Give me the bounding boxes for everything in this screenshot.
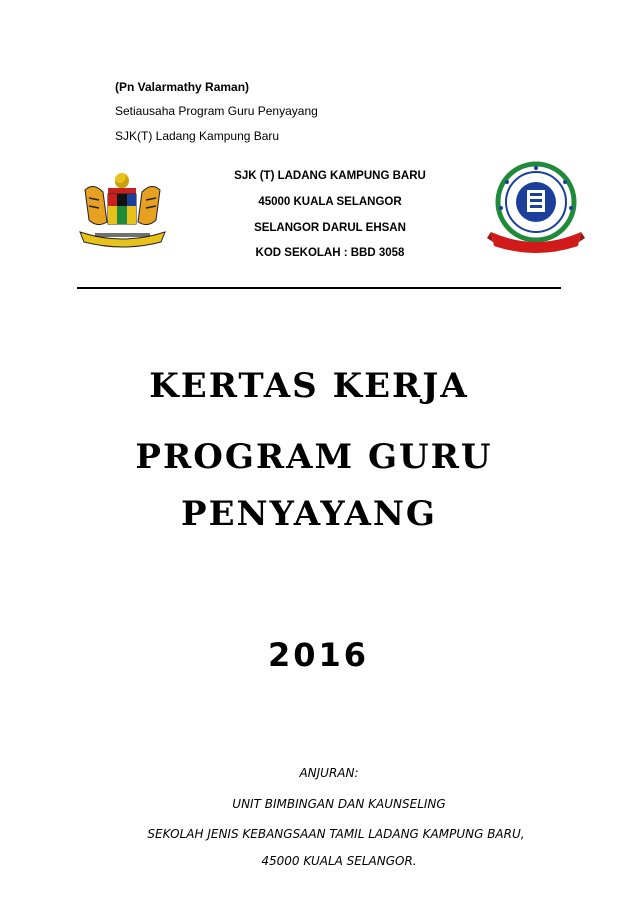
malaysia-coat-of-arms-icon [75, 170, 170, 250]
organizer-school: SEKOLAH JENIS KEBANGSAAN TAMIL LADANG KAMPUNG BARU, [147, 827, 525, 841]
signatory-name: (Pn Valarmathy Raman) [115, 80, 250, 94]
title-line-2: PROGRAM GURU [135, 437, 493, 477]
title-line-3: PENYAYANG [181, 494, 437, 534]
school-header-line-3: SELANGOR DARUL EHSAN [254, 222, 406, 234]
school-header-line-4: KOD SEKOLAH : BBD 3058 [255, 247, 405, 259]
signatory-school: SJK(T) Ladang Kampung Baru [115, 129, 280, 143]
organizer-address: 45000 KUALA SELANGOR. [261, 854, 417, 868]
school-header-line-1: SJK (T) LADANG KAMPUNG BARU [234, 170, 426, 182]
school-header-line-2: 45000 KUALA SELANGOR [258, 196, 402, 208]
organizer-unit: UNIT BIMBINGAN DAN KAUNSELING [232, 797, 446, 811]
title-line-1: KERTAS KERJA [149, 366, 469, 406]
header-divider [77, 287, 561, 289]
signatory-role: Setiausaha Program Guru Penyayang [115, 104, 318, 118]
organizer-label: ANJURAN: [299, 766, 359, 780]
school-logo-icon [487, 160, 585, 255]
document-year: 2016 [268, 636, 370, 674]
